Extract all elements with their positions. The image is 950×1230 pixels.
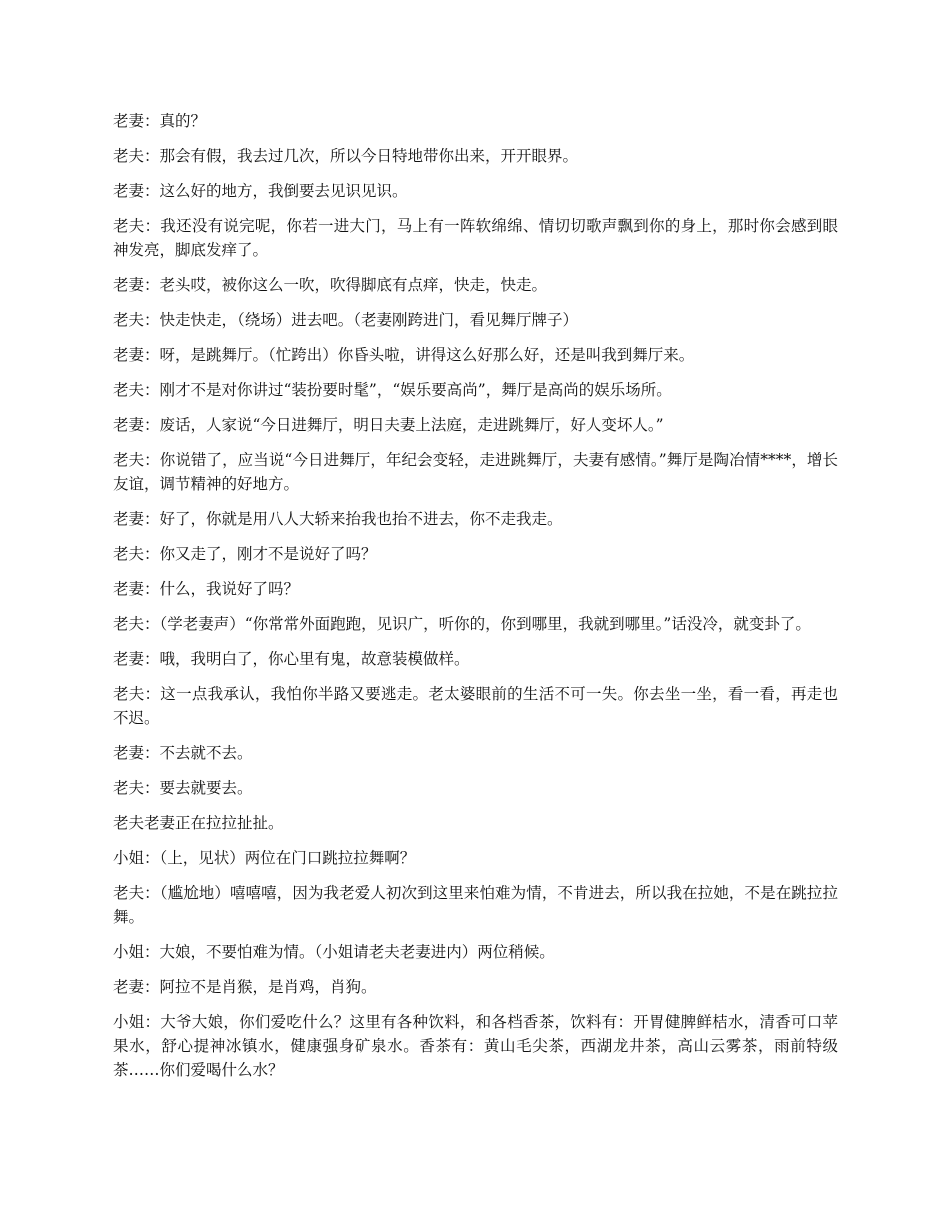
- dialogue-line: 老妻：哦，我明白了，你心里有鬼，故意装模做样。: [113, 650, 470, 668]
- dialogue-line: 老夫：快走快走，（绕场）进去吧。（老妻刚跨进门，看见舞厅牌子）: [113, 311, 579, 329]
- dialogue-line: 小姐：大爷大娘，你们爱吃什么？这里有各种饮料，和各档香茶，饮料有：开胃健脾鲜桔水，清香可口苹果水，舒心提神冰镇水，健康强身矿泉水。香茶有：黄山毛尖茶，西湖龙井茶，高山云雾茶，雨前特级茶……你们爱喝什么水？: [113, 1013, 838, 1079]
- dialogue-line: 老夫：要去就要去。: [113, 779, 253, 797]
- dialogue-line: 小姐：（上，见状）两位在门口跳拉拉舞啊？: [113, 849, 416, 867]
- dialogue-line: 老夫：你说错了，应当说“今日进舞厅，年纪会变轻，走进跳舞厅，夫妻有感情。”舞厅是陶冶情****，增长友谊，调节精神的好地方。: [113, 451, 838, 493]
- dialogue-line: 老妻：阿拉不是肖猴，是肖鸡，肖狗。: [113, 978, 377, 996]
- dialogue-line: 老夫：那会有假，我去过几次，所以今日特地带你出来，开开眼界。: [113, 147, 579, 165]
- dialogue-line: 老夫：（学老妻声）“你常常外面跑跑，见识广，听你的，你到哪里，我就到哪里。”话没冷，就变卦了。: [113, 615, 811, 633]
- dialogue-line: 老妻：不去就不去。: [113, 744, 253, 762]
- dialogue-line: 老妻：什么，我说好了吗？: [113, 580, 300, 598]
- dialogue-line: 老夫：你又走了，刚才不是说好了吗？: [113, 545, 377, 563]
- dialogue-line: 老夫：（尴尬地）嘻嘻嘻，因为我老爱人初次到这里来怕难为情，不肯进去，所以我在拉她，不是在跳拉拉舞。: [113, 884, 838, 926]
- dialogue-line: 老妻：老头哎，被你这么一吹，吹得脚底有点痒，快走，快走。: [113, 276, 548, 294]
- dialogue-line: 老夫：这一点我承认，我怕你半路又要逃走。老太婆眼前的生活不可一失。你去坐一坐，看一看，再走也不迟。: [113, 685, 838, 727]
- document-body: [113, 109, 838, 1093]
- dialogue-line: 老妻：好了，你就是用八人大轿来抬我也抬不进去，你不走我走。: [113, 510, 563, 528]
- stage-direction: 老夫老妻正在拉拉扯扯。: [113, 814, 284, 832]
- dialogue-line: 老妻：这么好的地方，我倒要去见识见识。: [113, 182, 408, 200]
- dialogue-line: 老妻：呀，是跳舞厅。（忙跨出）你昏头啦，讲得这么好那么好，还是叫我到舞厅来。: [113, 346, 695, 364]
- dialogue-line: 老妻：废话，人家说“今日进舞厅，明日夫妻上法庭，走进跳舞厅，好人变坏人。”: [113, 416, 664, 434]
- dialogue-line: 老妻：真的？: [113, 112, 207, 130]
- dialogue-line: 老夫：我还没有说完呢，你若一进大门，马上有一阵软绵绵、情切切歌声飘到你的身上，那时你会感到眼神发亮，脚底发痒了。: [113, 217, 838, 259]
- dialogue-line: 老夫：刚才不是对你讲过“装扮要时髦”，“娱乐要高尚”，舞厅是高尚的娱乐场所。: [113, 381, 672, 399]
- dialogue-line: 小姐：大娘，不要怕难为情。（小姐请老夫老妻进内）两位稍候。: [113, 943, 555, 961]
